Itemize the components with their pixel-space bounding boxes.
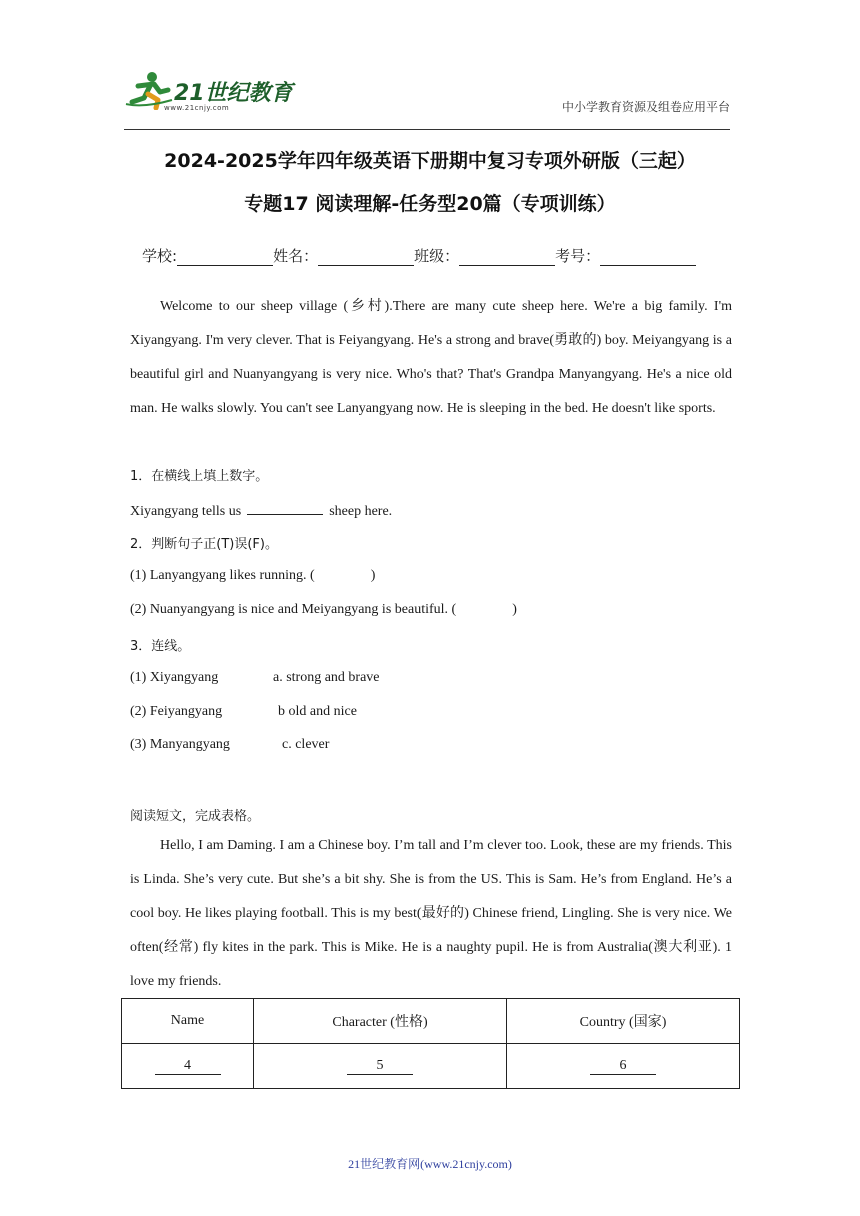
blank-6[interactable]: 6 [590,1058,656,1075]
table-header-country: Country (国家) [507,999,740,1044]
match-right-2[interactable]: b old and nice [278,704,357,719]
class-blank[interactable] [459,249,555,266]
question-3-title: 3．连线。 [130,639,191,654]
match-left-2[interactable]: (2) Feiyangyang [130,704,223,719]
page-footer[interactable]: 21世纪教育网(www.21cnjy.com) [348,1157,512,1171]
answer-table [121,998,740,1089]
match-left-1[interactable]: (1) Xiyangyang [130,670,219,685]
number-label: 考号： [555,247,601,265]
match-right-1[interactable]: a. strong and brave [273,670,380,685]
match-left-3[interactable]: (3) Manyangyang [130,737,230,752]
table-header-name: Name [122,999,254,1044]
page-title: 2024-2025学年四年级英语下册期中复习专项外研版（三起） [164,150,696,172]
question-2-title: 2．判断句子正(T)误(F)。 [130,537,278,552]
table-cell-character[interactable] [254,1044,507,1089]
question-1-title: 1．在横线上填上数字。 [130,469,269,484]
question-2-item-2-text: (2) Nuanyangyang is nice and Meiyangyang is beautiful. ( [130,602,457,617]
question-2-item-2-close: ) [512,602,517,617]
number-blank[interactable] [600,249,696,266]
blank-5[interactable]: 5 [347,1058,413,1075]
table-row [122,1044,740,1089]
question-1-blank[interactable] [247,500,323,515]
name-label: 姓名： [273,247,319,265]
table-header-character: Character (性格) [254,999,507,1044]
blank-4[interactable]: 4 [155,1058,221,1075]
question-1-sentence [130,500,392,520]
class-label: 班级： [414,247,460,265]
match-right-3[interactable]: c. clever [282,737,330,752]
table-cell-country[interactable] [507,1044,740,1089]
page-subtitle: 专题17 阅读理解-任务型20篇（专项训练） [244,193,616,215]
question-2-item-1 [130,568,375,584]
logo-text: 21世纪教育 [174,81,293,106]
table-cell-name[interactable] [122,1044,254,1089]
logo [124,70,294,116]
question-1-text-b: sheep here. [329,504,393,519]
section-2-instruction: 阅读短文，完成表格。 [130,809,261,824]
question-2-item-1-text: (1) Lanyangyang likes running. ( [130,568,315,583]
school-label: 学校: [142,247,178,265]
question-2-item-2 [130,602,517,618]
question-2-item-1-close: ) [370,568,376,583]
question-1-text-a: Xiyangyang tells us [130,504,242,519]
school-blank[interactable] [177,249,273,266]
platform-slogan: 中小学教育资源及组卷应用平台 [561,100,730,114]
name-blank[interactable] [318,249,414,266]
header-divider [124,129,730,130]
passage-two: Hello, I am Daming. I am a Chinese boy. I’m tall and I’m clever too. Look, these are my friends. This is Linda. She’s very cute. But she’s a bit shy. She is from the US. This is Sam. He’s from England. He’s a cool boy. He likes playing football. This is my best(最好的) Chinese friend, Lingling. She is very nice. We often(经常) fly kites in the park. This is Mike. He is a naughty pupil. He is from Australia(澳大利亚). 1 love my friends. [130,838,732,989]
page-header [124,66,730,130]
table-header-row [122,999,740,1044]
passage-one: Welcome to our sheep village (乡村).There are many cute sheep here. We're a big family. I'm Xiyangyang. I'm very clever. That is Feiyangyang. He's a strong and brave(勇敢的) boy. Meiyangyang is a beautiful girl and Nuanyangyang is very nice. Who's that? That's Grandpa Manyangyang. He's a nice old man. He walks slowly. You can't see Lanyangyang now. He is sleeping in the bed. He doesn't like sports. [130,299,732,416]
student-info-line [142,245,696,266]
logo-url: www.21cnjy.com [164,104,230,112]
